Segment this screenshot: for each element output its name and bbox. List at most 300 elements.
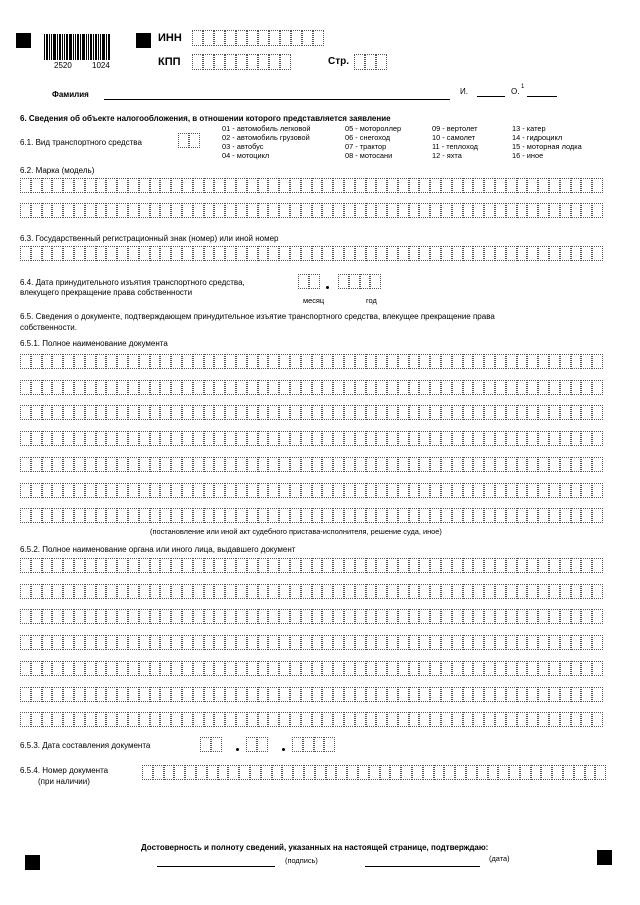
- char-cell[interactable]: [204, 584, 215, 599]
- char-cell[interactable]: [182, 203, 193, 218]
- char-cell[interactable]: [538, 712, 549, 727]
- char-cell[interactable]: [52, 178, 63, 193]
- char-cell[interactable]: [527, 584, 538, 599]
- char-cell[interactable]: [290, 483, 301, 498]
- char-cell[interactable]: [571, 508, 582, 523]
- char-cell[interactable]: [322, 203, 333, 218]
- char-cell[interactable]: [430, 635, 441, 650]
- char-cell[interactable]: [52, 483, 63, 498]
- char-cell[interactable]: [495, 712, 506, 727]
- char-cell[interactable]: [312, 178, 323, 193]
- initial-o-field[interactable]: [527, 96, 557, 97]
- char-cell[interactable]: [376, 178, 387, 193]
- char-cell[interactable]: [538, 178, 549, 193]
- char-cell[interactable]: [128, 635, 139, 650]
- char-cell[interactable]: [312, 609, 323, 624]
- char-cell[interactable]: [236, 609, 247, 624]
- char-cell[interactable]: [96, 178, 107, 193]
- char-cell[interactable]: [463, 405, 474, 420]
- char-cell[interactable]: [63, 687, 74, 702]
- char-cell[interactable]: [506, 457, 517, 472]
- char-cell[interactable]: [106, 712, 117, 727]
- char-cell[interactable]: [430, 380, 441, 395]
- char-cell[interactable]: [96, 635, 107, 650]
- char-cell[interactable]: [581, 431, 592, 446]
- char-cell[interactable]: [150, 687, 161, 702]
- char-cell[interactable]: [42, 203, 53, 218]
- char-cell[interactable]: [549, 558, 560, 573]
- char-cell[interactable]: [182, 457, 193, 472]
- char-cell[interactable]: [398, 687, 409, 702]
- char-cell[interactable]: [204, 558, 215, 573]
- char-cell[interactable]: [452, 661, 463, 676]
- char-cell[interactable]: [322, 661, 333, 676]
- char-cell[interactable]: [301, 635, 312, 650]
- char-cell[interactable]: [398, 661, 409, 676]
- char-cell[interactable]: [376, 687, 387, 702]
- char-cell[interactable]: [63, 203, 74, 218]
- char-cell[interactable]: [117, 483, 128, 498]
- char-cell[interactable]: [366, 712, 377, 727]
- char-cell[interactable]: [20, 609, 31, 624]
- char-cell[interactable]: [366, 661, 377, 676]
- char-cell[interactable]: [376, 203, 387, 218]
- char-cell[interactable]: [171, 405, 182, 420]
- char-cell[interactable]: [517, 203, 528, 218]
- char-cell[interactable]: [581, 558, 592, 573]
- char-cell[interactable]: [441, 508, 452, 523]
- char-cell[interactable]: [366, 354, 377, 369]
- char-cell[interactable]: [430, 483, 441, 498]
- char-cell[interactable]: [225, 635, 236, 650]
- char-cell[interactable]: [171, 635, 182, 650]
- char-cell[interactable]: [279, 661, 290, 676]
- char-cell[interactable]: [204, 354, 215, 369]
- char-cell[interactable]: [290, 609, 301, 624]
- char-cell[interactable]: [204, 483, 215, 498]
- char-cell[interactable]: [552, 765, 563, 780]
- char-cell[interactable]: [20, 203, 31, 218]
- char-cell[interactable]: [117, 203, 128, 218]
- doc-number-field[interactable]: [142, 765, 606, 780]
- char-cell[interactable]: [354, 54, 365, 70]
- char-cell[interactable]: [31, 661, 42, 676]
- char-cell[interactable]: [473, 584, 484, 599]
- char-cell[interactable]: [290, 246, 301, 261]
- char-cell[interactable]: [160, 712, 171, 727]
- char-cell[interactable]: [236, 30, 247, 46]
- char-cell[interactable]: [560, 558, 571, 573]
- char-cell[interactable]: [258, 558, 269, 573]
- char-cell[interactable]: [117, 405, 128, 420]
- char-cell[interactable]: [236, 584, 247, 599]
- char-cell[interactable]: [128, 687, 139, 702]
- char-cell[interactable]: [304, 765, 315, 780]
- char-cell[interactable]: [214, 354, 225, 369]
- char-cell[interactable]: [538, 635, 549, 650]
- issuer-field-row[interactable]: [20, 558, 603, 573]
- char-cell[interactable]: [193, 584, 204, 599]
- char-cell[interactable]: [419, 712, 430, 727]
- char-cell[interactable]: [85, 380, 96, 395]
- char-cell[interactable]: [355, 712, 366, 727]
- char-cell[interactable]: [214, 584, 225, 599]
- char-cell[interactable]: [63, 584, 74, 599]
- char-cell[interactable]: [549, 661, 560, 676]
- char-cell[interactable]: [302, 30, 313, 46]
- char-cell[interactable]: [517, 584, 528, 599]
- char-cell[interactable]: [258, 687, 269, 702]
- char-cell[interactable]: [272, 765, 283, 780]
- char-cell[interactable]: [541, 765, 552, 780]
- char-cell[interactable]: [96, 380, 107, 395]
- char-cell[interactable]: [290, 584, 301, 599]
- char-cell[interactable]: [268, 354, 279, 369]
- char-cell[interactable]: [258, 246, 269, 261]
- char-cell[interactable]: [239, 765, 250, 780]
- char-cell[interactable]: [560, 661, 571, 676]
- char-cell[interactable]: [200, 737, 211, 752]
- char-cell[interactable]: [387, 584, 398, 599]
- char-cell[interactable]: [473, 661, 484, 676]
- char-cell[interactable]: [452, 457, 463, 472]
- char-cell[interactable]: [247, 712, 258, 727]
- char-cell[interactable]: [538, 354, 549, 369]
- char-cell[interactable]: [517, 483, 528, 498]
- char-cell[interactable]: [268, 483, 279, 498]
- char-cell[interactable]: [484, 609, 495, 624]
- char-cell[interactable]: [387, 558, 398, 573]
- brand-field-row-1[interactable]: [20, 178, 603, 193]
- char-cell[interactable]: [463, 380, 474, 395]
- char-cell[interactable]: [463, 609, 474, 624]
- char-cell[interactable]: [312, 661, 323, 676]
- char-cell[interactable]: [387, 483, 398, 498]
- char-cell[interactable]: [506, 431, 517, 446]
- char-cell[interactable]: [538, 508, 549, 523]
- char-cell[interactable]: [498, 765, 509, 780]
- char-cell[interactable]: [571, 354, 582, 369]
- char-cell[interactable]: [595, 765, 606, 780]
- char-cell[interactable]: [333, 380, 344, 395]
- char-cell[interactable]: [117, 635, 128, 650]
- char-cell[interactable]: [193, 609, 204, 624]
- char-cell[interactable]: [225, 457, 236, 472]
- char-cell[interactable]: [452, 635, 463, 650]
- char-cell[interactable]: [376, 558, 387, 573]
- char-cell[interactable]: [452, 380, 463, 395]
- char-cell[interactable]: [160, 203, 171, 218]
- char-cell[interactable]: [20, 661, 31, 676]
- char-cell[interactable]: [473, 712, 484, 727]
- char-cell[interactable]: [527, 609, 538, 624]
- char-cell[interactable]: [128, 405, 139, 420]
- char-cell[interactable]: [290, 558, 301, 573]
- char-cell[interactable]: [20, 508, 31, 523]
- char-cell[interactable]: [463, 712, 474, 727]
- char-cell[interactable]: [398, 246, 409, 261]
- char-cell[interactable]: [376, 405, 387, 420]
- char-cell[interactable]: [517, 508, 528, 523]
- char-cell[interactable]: [42, 457, 53, 472]
- char-cell[interactable]: [52, 431, 63, 446]
- char-cell[interactable]: [42, 483, 53, 498]
- char-cell[interactable]: [20, 558, 31, 573]
- char-cell[interactable]: [409, 661, 420, 676]
- char-cell[interactable]: [85, 687, 96, 702]
- char-cell[interactable]: [322, 380, 333, 395]
- char-cell[interactable]: [430, 354, 441, 369]
- char-cell[interactable]: [484, 246, 495, 261]
- char-cell[interactable]: [369, 765, 380, 780]
- char-cell[interactable]: [444, 765, 455, 780]
- char-cell[interactable]: [182, 609, 193, 624]
- char-cell[interactable]: [31, 483, 42, 498]
- char-cell[interactable]: [338, 274, 349, 289]
- char-cell[interactable]: [96, 405, 107, 420]
- char-cell[interactable]: [355, 203, 366, 218]
- char-cell[interactable]: [366, 635, 377, 650]
- char-cell[interactable]: [247, 687, 258, 702]
- char-cell[interactable]: [204, 203, 215, 218]
- char-cell[interactable]: [333, 405, 344, 420]
- char-cell[interactable]: [96, 558, 107, 573]
- char-cell[interactable]: [312, 203, 323, 218]
- char-cell[interactable]: [312, 584, 323, 599]
- char-cell[interactable]: [333, 246, 344, 261]
- char-cell[interactable]: [463, 246, 474, 261]
- char-cell[interactable]: [581, 457, 592, 472]
- doc-full-name-field-row[interactable]: [20, 405, 603, 420]
- char-cell[interactable]: [312, 431, 323, 446]
- char-cell[interactable]: [150, 354, 161, 369]
- char-cell[interactable]: [495, 635, 506, 650]
- char-cell[interactable]: [309, 274, 320, 289]
- char-cell[interactable]: [204, 431, 215, 446]
- char-cell[interactable]: [117, 457, 128, 472]
- char-cell[interactable]: [366, 508, 377, 523]
- char-cell[interactable]: [549, 354, 560, 369]
- char-cell[interactable]: [214, 558, 225, 573]
- char-cell[interactable]: [409, 609, 420, 624]
- char-cell[interactable]: [42, 508, 53, 523]
- char-cell[interactable]: [182, 354, 193, 369]
- char-cell[interactable]: [31, 178, 42, 193]
- char-cell[interactable]: [538, 584, 549, 599]
- char-cell[interactable]: [279, 508, 290, 523]
- char-cell[interactable]: [171, 246, 182, 261]
- char-cell[interactable]: [430, 584, 441, 599]
- char-cell[interactable]: [185, 765, 196, 780]
- char-cell[interactable]: [366, 584, 377, 599]
- doc-full-name-field-row[interactable]: [20, 431, 603, 446]
- char-cell[interactable]: [214, 609, 225, 624]
- char-cell[interactable]: [31, 431, 42, 446]
- char-cell[interactable]: [549, 584, 560, 599]
- char-cell[interactable]: [31, 712, 42, 727]
- char-cell[interactable]: [538, 687, 549, 702]
- char-cell[interactable]: [303, 737, 314, 752]
- char-cell[interactable]: [376, 609, 387, 624]
- char-cell[interactable]: [171, 687, 182, 702]
- char-cell[interactable]: [164, 765, 175, 780]
- char-cell[interactable]: [290, 712, 301, 727]
- char-cell[interactable]: [441, 246, 452, 261]
- char-cell[interactable]: [538, 483, 549, 498]
- char-cell[interactable]: [203, 30, 214, 46]
- char-cell[interactable]: [387, 405, 398, 420]
- char-cell[interactable]: [484, 178, 495, 193]
- doc-full-name-field-row[interactable]: [20, 508, 603, 523]
- char-cell[interactable]: [387, 508, 398, 523]
- char-cell[interactable]: [463, 457, 474, 472]
- char-cell[interactable]: [31, 354, 42, 369]
- char-cell[interactable]: [225, 712, 236, 727]
- char-cell[interactable]: [42, 635, 53, 650]
- char-cell[interactable]: [349, 274, 360, 289]
- char-cell[interactable]: [74, 483, 85, 498]
- char-cell[interactable]: [376, 712, 387, 727]
- char-cell[interactable]: [322, 609, 333, 624]
- char-cell[interactable]: [484, 584, 495, 599]
- char-cell[interactable]: [150, 609, 161, 624]
- char-cell[interactable]: [182, 687, 193, 702]
- char-cell[interactable]: [441, 457, 452, 472]
- char-cell[interactable]: [452, 508, 463, 523]
- char-cell[interactable]: [214, 203, 225, 218]
- char-cell[interactable]: [258, 635, 269, 650]
- char-cell[interactable]: [326, 765, 337, 780]
- char-cell[interactable]: [441, 178, 452, 193]
- char-cell[interactable]: [128, 483, 139, 498]
- char-cell[interactable]: [344, 712, 355, 727]
- char-cell[interactable]: [495, 508, 506, 523]
- char-cell[interactable]: [430, 405, 441, 420]
- char-cell[interactable]: [387, 609, 398, 624]
- char-cell[interactable]: [139, 431, 150, 446]
- char-cell[interactable]: [527, 483, 538, 498]
- char-cell[interactable]: [117, 178, 128, 193]
- char-cell[interactable]: [128, 246, 139, 261]
- char-cell[interactable]: [473, 635, 484, 650]
- char-cell[interactable]: [117, 687, 128, 702]
- char-cell[interactable]: [571, 687, 582, 702]
- char-cell[interactable]: [31, 380, 42, 395]
- char-cell[interactable]: [355, 508, 366, 523]
- char-cell[interactable]: [506, 203, 517, 218]
- char-cell[interactable]: [387, 354, 398, 369]
- char-cell[interactable]: [517, 661, 528, 676]
- char-cell[interactable]: [236, 354, 247, 369]
- char-cell[interactable]: [473, 246, 484, 261]
- char-cell[interactable]: [160, 508, 171, 523]
- char-cell[interactable]: [571, 635, 582, 650]
- char-cell[interactable]: [495, 405, 506, 420]
- char-cell[interactable]: [268, 178, 279, 193]
- char-cell[interactable]: [268, 203, 279, 218]
- char-cell[interactable]: [301, 609, 312, 624]
- char-cell[interactable]: [452, 354, 463, 369]
- char-cell[interactable]: [398, 584, 409, 599]
- char-cell[interactable]: [106, 661, 117, 676]
- char-cell[interactable]: [204, 661, 215, 676]
- issuer-field-row[interactable]: [20, 609, 603, 624]
- char-cell[interactable]: [31, 609, 42, 624]
- initial-i-field[interactable]: [477, 96, 505, 97]
- char-cell[interactable]: [182, 558, 193, 573]
- char-cell[interactable]: [376, 380, 387, 395]
- char-cell[interactable]: [128, 712, 139, 727]
- char-cell[interactable]: [74, 635, 85, 650]
- char-cell[interactable]: [96, 354, 107, 369]
- char-cell[interactable]: [193, 635, 204, 650]
- char-cell[interactable]: [204, 405, 215, 420]
- char-cell[interactable]: [344, 203, 355, 218]
- char-cell[interactable]: [355, 483, 366, 498]
- char-cell[interactable]: [344, 380, 355, 395]
- char-cell[interactable]: [398, 457, 409, 472]
- char-cell[interactable]: [527, 246, 538, 261]
- char-cell[interactable]: [495, 203, 506, 218]
- char-cell[interactable]: [452, 246, 463, 261]
- char-cell[interactable]: [322, 431, 333, 446]
- doc-full-name-field-row[interactable]: [20, 354, 603, 369]
- char-cell[interactable]: [506, 687, 517, 702]
- char-cell[interactable]: [473, 483, 484, 498]
- char-cell[interactable]: [419, 405, 430, 420]
- char-cell[interactable]: [52, 661, 63, 676]
- char-cell[interactable]: [387, 178, 398, 193]
- char-cell[interactable]: [484, 508, 495, 523]
- char-cell[interactable]: [257, 737, 268, 752]
- char-cell[interactable]: [560, 712, 571, 727]
- char-cell[interactable]: [398, 508, 409, 523]
- char-cell[interactable]: [571, 457, 582, 472]
- char-cell[interactable]: [355, 431, 366, 446]
- char-cell[interactable]: [301, 558, 312, 573]
- char-cell[interactable]: [441, 712, 452, 727]
- char-cell[interactable]: [225, 178, 236, 193]
- char-cell[interactable]: [293, 765, 304, 780]
- char-cell[interactable]: [150, 635, 161, 650]
- char-cell[interactable]: [171, 380, 182, 395]
- char-cell[interactable]: [128, 431, 139, 446]
- char-cell[interactable]: [204, 246, 215, 261]
- char-cell[interactable]: [592, 635, 603, 650]
- char-cell[interactable]: [560, 380, 571, 395]
- char-cell[interactable]: [193, 380, 204, 395]
- char-cell[interactable]: [171, 558, 182, 573]
- char-cell[interactable]: [268, 431, 279, 446]
- char-cell[interactable]: [207, 765, 218, 780]
- char-cell[interactable]: [225, 380, 236, 395]
- char-cell[interactable]: [376, 54, 387, 70]
- char-cell[interactable]: [128, 457, 139, 472]
- char-cell[interactable]: [258, 457, 269, 472]
- char-cell[interactable]: [452, 609, 463, 624]
- char-cell[interactable]: [42, 354, 53, 369]
- char-cell[interactable]: [322, 483, 333, 498]
- char-cell[interactable]: [85, 483, 96, 498]
- char-cell[interactable]: [160, 558, 171, 573]
- char-cell[interactable]: [74, 354, 85, 369]
- char-cell[interactable]: [290, 380, 301, 395]
- char-cell[interactable]: [139, 687, 150, 702]
- char-cell[interactable]: [106, 584, 117, 599]
- char-cell[interactable]: [160, 246, 171, 261]
- char-cell[interactable]: [85, 558, 96, 573]
- char-cell[interactable]: [571, 483, 582, 498]
